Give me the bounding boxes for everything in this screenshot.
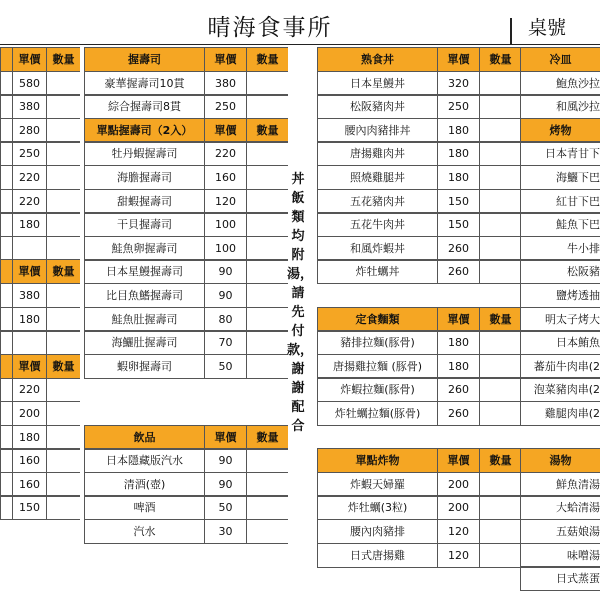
qty-field[interactable] [46, 142, 80, 165]
qty-field[interactable] [246, 72, 288, 95]
item-price: 100 [204, 213, 246, 236]
item-name: 豬排拉麵(豚骨) [317, 331, 437, 354]
item-price: 200 [12, 402, 46, 425]
item-price: 150 [437, 213, 479, 236]
menu-item-row [317, 189, 521, 214]
qty-field[interactable] [246, 284, 288, 307]
item-name [0, 402, 12, 425]
item-price: 50 [204, 496, 246, 519]
item-price: 250 [12, 142, 46, 165]
item-price: 150 [437, 190, 479, 213]
item-name: 日本鮪魚 [520, 331, 600, 354]
item-price: 180 [437, 355, 479, 378]
qty-field[interactable] [246, 520, 288, 543]
menu-item-row [0, 377, 80, 402]
item-name: 明太子烤大 [520, 308, 600, 331]
item-name: 清酒(壺) [84, 473, 204, 496]
partial-title [0, 48, 12, 71]
item-price: 260 [437, 237, 479, 260]
qty-field[interactable] [46, 72, 80, 95]
menu-item-row [317, 165, 521, 190]
item-name: 干貝握壽司 [84, 213, 204, 236]
menu-item-row [0, 307, 80, 332]
price-header: 單價 [204, 48, 246, 71]
menu-item-row [520, 189, 600, 214]
menu-item-row [317, 519, 521, 544]
item-name [0, 142, 12, 165]
price-header: 單價 [12, 260, 46, 283]
qty-header: 數量 [246, 119, 288, 142]
menu-item-row [317, 141, 521, 166]
menu-item-row [520, 401, 600, 426]
item-price: 220 [12, 378, 46, 401]
price-header: 單價 [12, 355, 46, 378]
item-name: 蝦卵握壽司 [84, 355, 204, 378]
menu-item-row [0, 189, 80, 214]
item-price: 180 [437, 119, 479, 142]
item-price: 580 [12, 72, 46, 95]
qty-field[interactable] [479, 72, 521, 95]
item-name: 炸牡蠣(3粒) [317, 496, 437, 519]
menu-item-row [0, 236, 80, 261]
section-title: 湯物 [520, 449, 600, 472]
qty-field[interactable] [479, 190, 521, 213]
qty-field[interactable] [246, 213, 288, 236]
item-name: 五菇娘湯 [520, 520, 600, 543]
item-name [0, 190, 12, 213]
item-price: 90 [204, 473, 246, 496]
partial-title [0, 355, 12, 378]
item-price: 90 [204, 284, 246, 307]
item-price: 30 [204, 520, 246, 543]
item-price: 320 [437, 72, 479, 95]
item-price: 260 [437, 402, 479, 425]
menu-item-row [0, 448, 80, 473]
item-price: 280 [12, 119, 46, 142]
qty-field[interactable] [479, 331, 521, 354]
qty-field[interactable] [246, 308, 288, 331]
item-name [0, 308, 12, 331]
menu-item-row [317, 259, 521, 284]
qty-field[interactable] [46, 496, 80, 519]
item-price: 200 [437, 496, 479, 519]
qty-field[interactable] [46, 331, 80, 354]
ramen-title: 定食麵類 [317, 308, 437, 331]
qty-field[interactable] [479, 402, 521, 425]
title-bar [0, 12, 600, 45]
menu-item-row [520, 472, 600, 497]
qty-field[interactable] [46, 449, 80, 472]
menu-item-row [317, 495, 521, 520]
menu-item-row [84, 141, 288, 166]
menu-item-row [520, 519, 600, 544]
qty-field[interactable] [479, 544, 521, 567]
single-nigiri-title: 單點握壽司（2入） [84, 119, 204, 142]
price-header: 單價 [437, 449, 479, 472]
item-price: 380 [204, 72, 246, 95]
nigiri-header [84, 47, 288, 72]
item-name [0, 95, 12, 118]
menu-item-row [520, 212, 600, 237]
menu-item-row [0, 283, 80, 308]
partial-header [0, 259, 80, 284]
menu-item-row [317, 543, 521, 568]
table-number-label: 桌號 [528, 17, 567, 39]
qty-field[interactable] [46, 119, 80, 142]
qty-field[interactable] [246, 331, 288, 354]
qty-field[interactable] [479, 378, 521, 401]
menu-item-row [84, 448, 288, 473]
item-name [0, 237, 12, 260]
price-header: 單價 [204, 119, 246, 142]
qty-header: 數量 [479, 308, 521, 331]
item-price: 120 [437, 520, 479, 543]
menu-item-row [317, 71, 521, 96]
menu-item-row [0, 472, 80, 497]
menu-item-row [317, 354, 521, 379]
item-price: 220 [12, 190, 46, 213]
item-price: 90 [204, 449, 246, 472]
drinks-header [84, 425, 288, 450]
qty-field[interactable] [46, 378, 80, 401]
partial-section-header [520, 118, 600, 143]
qty-field[interactable] [46, 473, 80, 496]
item-name: 海鱺肚握壽司 [84, 331, 204, 354]
item-name [0, 166, 12, 189]
item-price: 260 [437, 260, 479, 283]
item-price: 250 [437, 95, 479, 118]
item-name: 日本星鰻握壽司 [84, 260, 204, 283]
item-name: 唐揚雞肉丼 [317, 142, 437, 165]
item-price [12, 331, 46, 354]
item-name: 炸蝦拉麵(豚骨) [317, 378, 437, 401]
qty-field[interactable] [46, 426, 80, 449]
menu-item-row [0, 212, 80, 237]
item-name: 鮭魚下巴 [520, 213, 600, 236]
qty-field[interactable] [479, 166, 521, 189]
section-title: 冷皿 [520, 48, 600, 71]
menu-item-row [84, 71, 288, 96]
item-name: 大蛤清湯 [520, 496, 600, 519]
menu-item-row [520, 307, 600, 332]
item-name: 鮭魚肚握壽司 [84, 308, 204, 331]
item-name: 日本青甘下 [520, 142, 600, 165]
qty-field[interactable] [246, 355, 288, 378]
item-name: 泡菜豬肉串(2 [520, 378, 600, 401]
qty-field[interactable] [479, 237, 521, 260]
item-price: 220 [204, 142, 246, 165]
qty-field[interactable] [46, 190, 80, 213]
item-name: 炸牡蠣拉麵(豚骨) [317, 402, 437, 425]
menu-item-row [520, 94, 600, 119]
item-name: 和風沙拉 [520, 95, 600, 118]
menu-item-row [520, 259, 600, 284]
item-name: 蕃茄牛肉串(2 [520, 355, 600, 378]
menu-item-row [0, 425, 80, 450]
item-name: 綜合握壽司8貫 [84, 95, 204, 118]
qty-field[interactable] [479, 119, 521, 142]
menu-item-row [317, 472, 521, 497]
partial-header [0, 47, 80, 72]
menu-item-row [0, 401, 80, 426]
item-name [0, 426, 12, 449]
item-price: 180 [437, 331, 479, 354]
item-name: 松阪豬 [520, 260, 600, 283]
item-price: 180 [12, 426, 46, 449]
menu-item-row [84, 165, 288, 190]
item-price: 380 [12, 284, 46, 307]
item-price: 90 [204, 260, 246, 283]
price-header: 單價 [437, 308, 479, 331]
qty-field[interactable] [46, 402, 80, 425]
menu-item-row [84, 259, 288, 284]
rice-bowls-header [317, 47, 521, 72]
qty-field[interactable] [46, 166, 80, 189]
item-name: 紅甘下巴 [520, 190, 600, 213]
qty-header: 數量 [479, 48, 521, 71]
item-name: 海膽握壽司 [84, 166, 204, 189]
item-price: 160 [12, 473, 46, 496]
qty-field[interactable] [246, 260, 288, 283]
qty-header: 數量 [46, 355, 80, 378]
menu-item-row [84, 236, 288, 261]
item-name: 松阪豬肉丼 [317, 95, 437, 118]
item-name: 炸蝦天婦羅 [317, 473, 437, 496]
item-name: 腰內肉豬排 [317, 520, 437, 543]
item-name: 五花牛肉丼 [317, 213, 437, 236]
item-name: 甜蝦握壽司 [84, 190, 204, 213]
menu-item-row [317, 94, 521, 119]
price-header: 單價 [204, 426, 246, 449]
fried-title: 單點炸物 [317, 449, 437, 472]
item-name: 牡丹蝦握壽司 [84, 142, 204, 165]
qty-header: 數量 [246, 426, 288, 449]
item-price: 150 [12, 496, 46, 519]
page-title: 晴海食事所 [207, 15, 333, 41]
item-price: 160 [204, 166, 246, 189]
menu-item-row [0, 94, 80, 119]
item-name: 啤酒 [84, 496, 204, 519]
title-divider [510, 18, 512, 44]
qty-field[interactable] [46, 237, 80, 260]
item-name: 比目魚鰭握壽司 [84, 284, 204, 307]
qty-field[interactable] [246, 166, 288, 189]
notice-text: 丼飯類均附湯，請先付款，謝謝配合 [287, 172, 314, 434]
item-name: 日式唐揚雞 [317, 544, 437, 567]
menu-item-row [520, 236, 600, 261]
item-name: 五花豬肉丼 [317, 190, 437, 213]
qty-field[interactable] [246, 142, 288, 165]
qty-field[interactable] [246, 95, 288, 118]
item-name [0, 284, 12, 307]
menu-item-row [0, 71, 80, 96]
price-header: 單價 [12, 48, 46, 71]
menu-item-row [84, 189, 288, 214]
qty-field[interactable] [46, 95, 80, 118]
menu-item-row [317, 236, 521, 261]
item-name: 唐揚雞拉麵 (豚骨) [317, 355, 437, 378]
menu-item-row [317, 377, 521, 402]
item-price: 260 [437, 378, 479, 401]
qty-field[interactable] [246, 190, 288, 213]
item-name: 腰內肉豬排丼 [317, 119, 437, 142]
item-price: 200 [437, 473, 479, 496]
item-price: 160 [12, 449, 46, 472]
menu-item-row [84, 212, 288, 237]
qty-field[interactable] [479, 355, 521, 378]
qty-field[interactable] [246, 496, 288, 519]
qty-header: 數量 [46, 260, 80, 283]
item-name [0, 473, 12, 496]
qty-field[interactable] [479, 142, 521, 165]
menu-item-row [520, 495, 600, 520]
item-name [0, 378, 12, 401]
item-name: 和風炸蝦丼 [317, 237, 437, 260]
menu-item-row [520, 71, 600, 96]
item-name [0, 331, 12, 354]
item-name [0, 119, 12, 142]
qty-field[interactable] [246, 449, 288, 472]
menu-item-row [84, 519, 288, 544]
item-price: 180 [437, 142, 479, 165]
menu-item-row [0, 118, 80, 143]
menu-item-row [0, 330, 80, 355]
item-name: 鹽烤透抽 [520, 284, 600, 307]
menu-item-row [84, 354, 288, 379]
qty-field[interactable] [246, 473, 288, 496]
item-name: 炸牡蠣丼 [317, 260, 437, 283]
item-name: 鮭魚卵握壽司 [84, 237, 204, 260]
item-price: 50 [204, 355, 246, 378]
menu-item-row [520, 377, 600, 402]
item-name [0, 449, 12, 472]
item-name: 鮮魚清湯 [520, 473, 600, 496]
qty-field[interactable] [46, 284, 80, 307]
menu-item-row [0, 495, 80, 520]
menu-item-row [317, 330, 521, 355]
menu-item-row [520, 354, 600, 379]
item-name: 雞腿肉串(2 [520, 402, 600, 425]
item-name: 日本隱藏版汽水 [84, 449, 204, 472]
item-price: 120 [437, 544, 479, 567]
qty-header: 數量 [246, 48, 288, 71]
menu-item-row [317, 212, 521, 237]
price-header: 單價 [437, 48, 479, 71]
item-name: 味噌湯 [520, 544, 600, 567]
menu-item-row [520, 141, 600, 166]
item-name: 日式蒸蛋 [520, 567, 600, 590]
menu-item-row [84, 495, 288, 520]
fried-header [317, 448, 521, 473]
qty-header: 數量 [479, 449, 521, 472]
qty-header: 數量 [46, 48, 80, 71]
item-price: 180 [12, 213, 46, 236]
nigiri-title: 握壽司 [84, 48, 204, 71]
item-name [0, 72, 12, 95]
menu-item-row [520, 543, 600, 568]
item-name [0, 213, 12, 236]
item-price: 180 [12, 308, 46, 331]
item-name: 日本星鰻丼 [317, 72, 437, 95]
rice-bowls-title: 熟食丼 [317, 48, 437, 71]
item-price: 180 [437, 166, 479, 189]
qty-field[interactable] [479, 260, 521, 283]
qty-field[interactable] [479, 473, 521, 496]
item-name: 海鱺下巴 [520, 166, 600, 189]
menu-item-row [84, 472, 288, 497]
partial-header [0, 354, 80, 379]
partial-section-header [520, 47, 600, 72]
menu-item-row [317, 118, 521, 143]
item-price [12, 237, 46, 260]
drinks-title: 飲品 [84, 426, 204, 449]
single-nigiri-header [84, 118, 288, 143]
item-price: 120 [204, 190, 246, 213]
qty-field[interactable] [46, 308, 80, 331]
item-name: 汽水 [84, 520, 204, 543]
item-price: 70 [204, 331, 246, 354]
partial-section-header [520, 448, 600, 473]
menu-item-row [0, 165, 80, 190]
menu-item-row [317, 401, 521, 426]
item-price: 220 [12, 166, 46, 189]
menu-item-row [84, 283, 288, 308]
item-name [0, 496, 12, 519]
item-price: 80 [204, 308, 246, 331]
menu-item-row [520, 165, 600, 190]
qty-field[interactable] [479, 520, 521, 543]
menu-item-row [520, 566, 600, 591]
item-price: 100 [204, 237, 246, 260]
section-title: 烤物 [520, 119, 600, 142]
menu-item-row [520, 330, 600, 355]
menu-item-row [84, 94, 288, 119]
qty-field[interactable] [479, 95, 521, 118]
item-price: 380 [12, 95, 46, 118]
item-price: 250 [204, 95, 246, 118]
menu-item-row [0, 141, 80, 166]
qty-field[interactable] [46, 213, 80, 236]
qty-field[interactable] [479, 496, 521, 519]
qty-field[interactable] [479, 213, 521, 236]
qty-field[interactable] [246, 237, 288, 260]
partial-title [0, 260, 12, 283]
menu-item-row [84, 330, 288, 355]
item-name: 鮑魚沙拉 [520, 72, 600, 95]
item-name: 照燒雞腿丼 [317, 166, 437, 189]
ramen-header [317, 307, 521, 332]
menu-item-row [84, 307, 288, 332]
item-name: 豪華握壽司10貫 [84, 72, 204, 95]
item-name: 牛小排 [520, 237, 600, 260]
menu-item-row [520, 283, 600, 308]
